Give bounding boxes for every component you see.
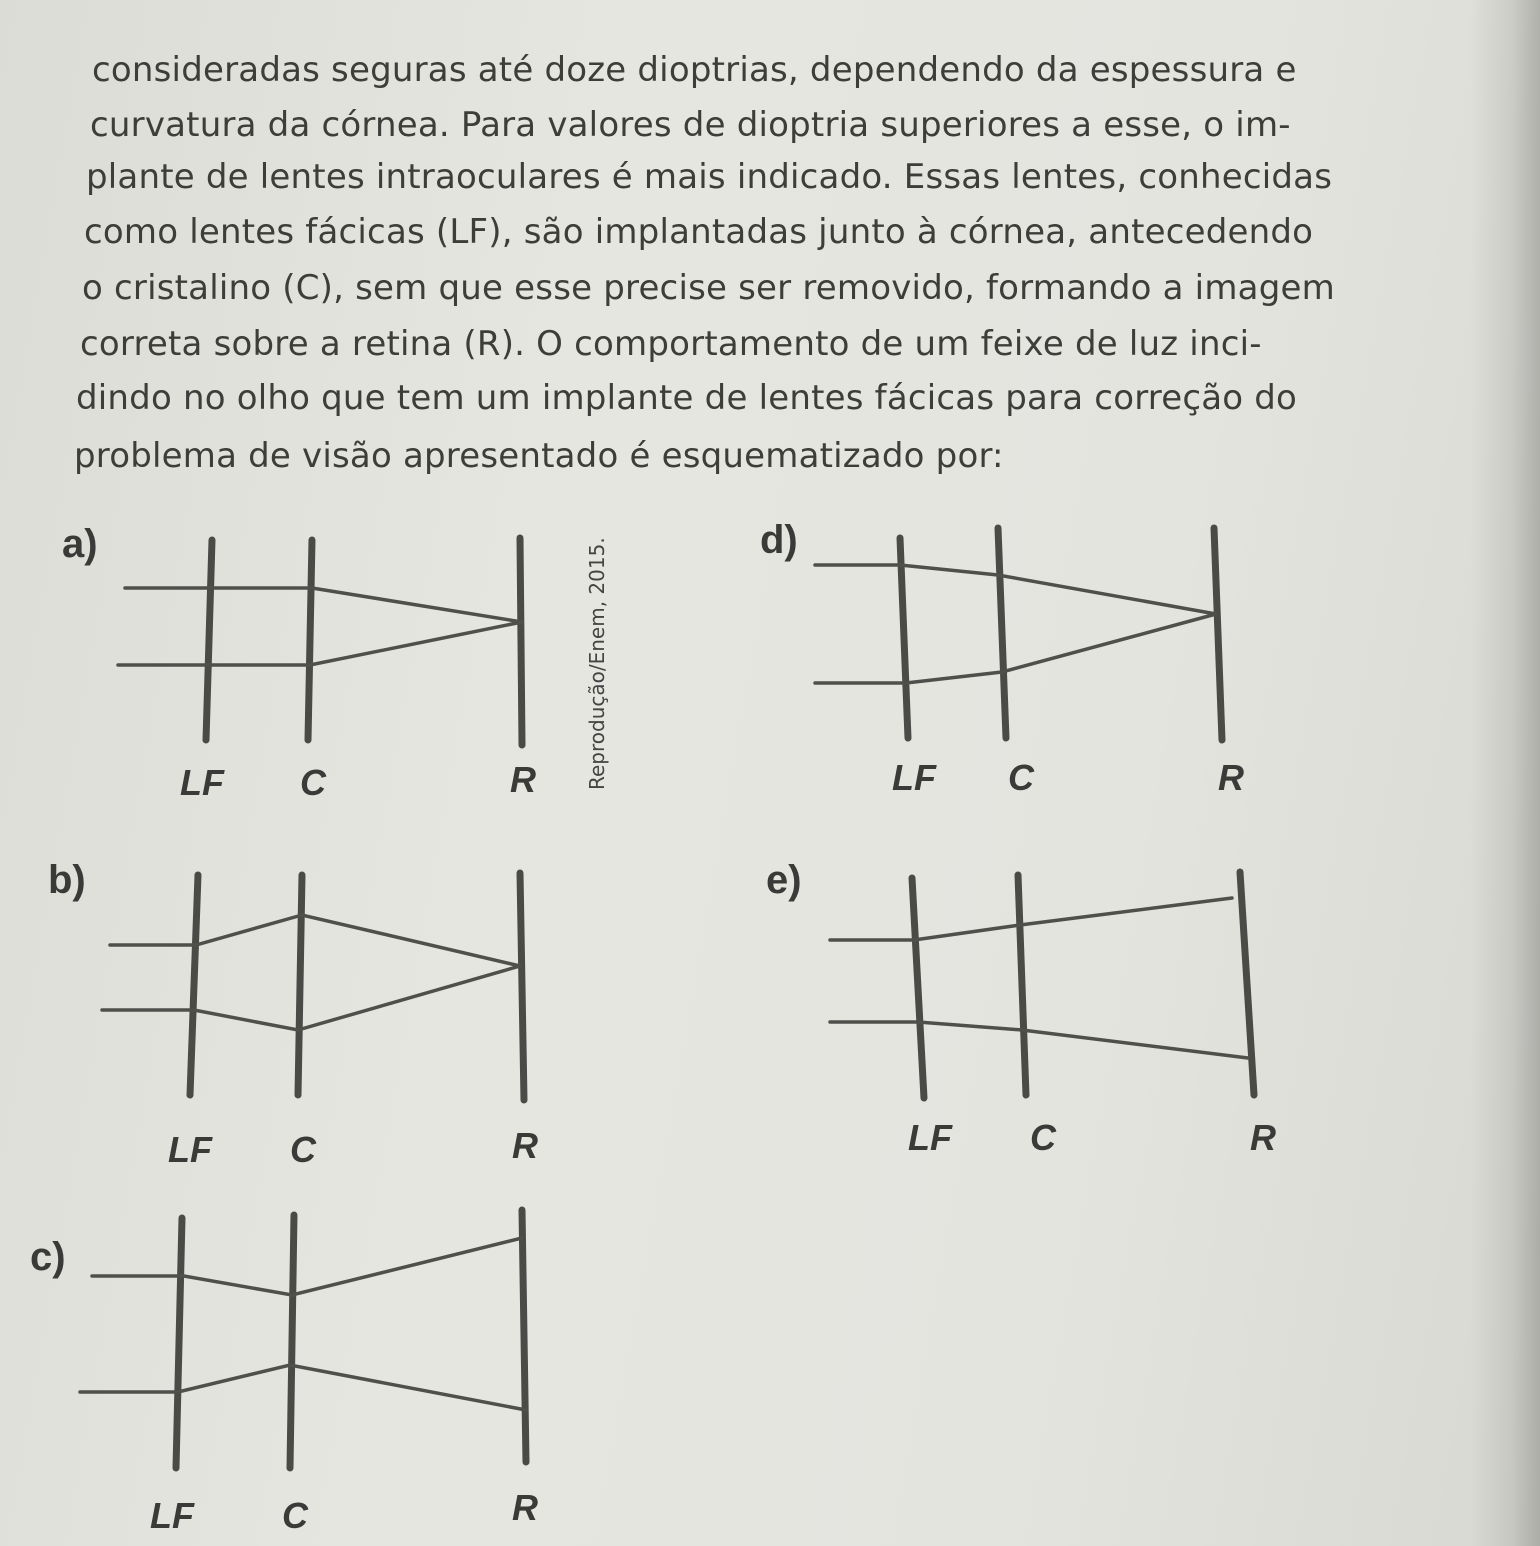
option-a-letter: a): [62, 522, 98, 566]
option-b-letter: b): [48, 858, 86, 902]
option-d-letter: d): [760, 518, 798, 562]
label-lf-e: LF: [908, 1117, 952, 1158]
label-lf-d: LF: [892, 757, 936, 798]
paragraph-line-1: consideradas seguras até doze dioptrias, dependendo da espessura e: [92, 50, 1297, 90]
lens-c-c: [290, 1215, 294, 1468]
lens-c-d: [998, 528, 1006, 738]
paragraph-line-5: o cristalino (C), sem que esse precise ser removido, formando a imagem: [82, 268, 1335, 308]
retina-r-d: [1214, 528, 1222, 740]
ray-bottom-c: [80, 1365, 526, 1410]
label-lf-b: LF: [168, 1129, 212, 1170]
label-c-d: C: [1008, 757, 1034, 798]
label-r-e: R: [1250, 1117, 1276, 1158]
ray-bottom-d: [815, 614, 1216, 683]
label-lf-c: LF: [150, 1495, 194, 1536]
retina-r-b: [520, 873, 524, 1100]
ray-bottom-b: [102, 966, 520, 1030]
label-r-d: R: [1218, 757, 1244, 798]
diagram-option-c: [80, 1210, 538, 1536]
image-credit: Reprodução/Enem, 2015.: [585, 537, 609, 790]
lens-c-a: [308, 540, 312, 740]
lens-c-e: [1018, 875, 1026, 1095]
ray-top-a: [125, 588, 522, 622]
label-r-a: R: [510, 759, 536, 800]
label-c-c: C: [282, 1495, 308, 1536]
ray-top-d: [815, 565, 1216, 614]
ray-top-b: [110, 915, 520, 966]
ray-bottom-e: [830, 1022, 1248, 1058]
paragraph-line-6: correta sobre a retina (R). O comportamento de um feixe de luz inci-: [80, 324, 1262, 364]
retina-r-c: [522, 1210, 526, 1462]
lens-lf-d: [900, 538, 908, 738]
lens-lf-e: [912, 878, 924, 1098]
paragraph-line-3: plante de lentes intraoculares é mais indicado. Essas lentes, conhecidas: [86, 157, 1333, 197]
diagram-option-e: [830, 872, 1276, 1158]
retina-r-a: [520, 538, 522, 745]
diagram-option-a: [118, 538, 536, 803]
ray-bottom-a: [118, 622, 522, 665]
paragraph-line-7: dindo no olho que tem um implante de lentes fácicas para correção do: [76, 378, 1298, 418]
option-e-letter: e): [766, 858, 802, 902]
label-r-b: R: [512, 1125, 538, 1166]
option-c-letter: c): [30, 1235, 66, 1279]
paragraph-line-2: curvatura da córnea. Para valores de dioptria superiores a esse, o im-: [90, 105, 1291, 145]
ray-top-e: [830, 898, 1232, 940]
retina-r-e: [1240, 872, 1254, 1095]
diagram-option-d: [815, 528, 1244, 798]
label-c-e: C: [1030, 1117, 1056, 1158]
label-c-a: C: [300, 762, 326, 803]
paragraph-line-8: problema de visão apresentado é esquematizado por:: [74, 436, 1004, 476]
lens-lf-a: [206, 540, 212, 740]
label-r-c: R: [512, 1487, 538, 1528]
diagram-option-b: [102, 873, 538, 1170]
paragraph-line-4: como lentes fácicas (LF), são implantadas junto à córnea, antecedendo: [84, 212, 1314, 252]
ray-top-c: [92, 1238, 522, 1295]
lens-c-b: [298, 875, 302, 1095]
label-lf-a: LF: [180, 762, 224, 803]
lens-lf-c: [176, 1218, 182, 1468]
lens-lf-b: [190, 875, 198, 1095]
label-c-b: C: [290, 1129, 316, 1170]
